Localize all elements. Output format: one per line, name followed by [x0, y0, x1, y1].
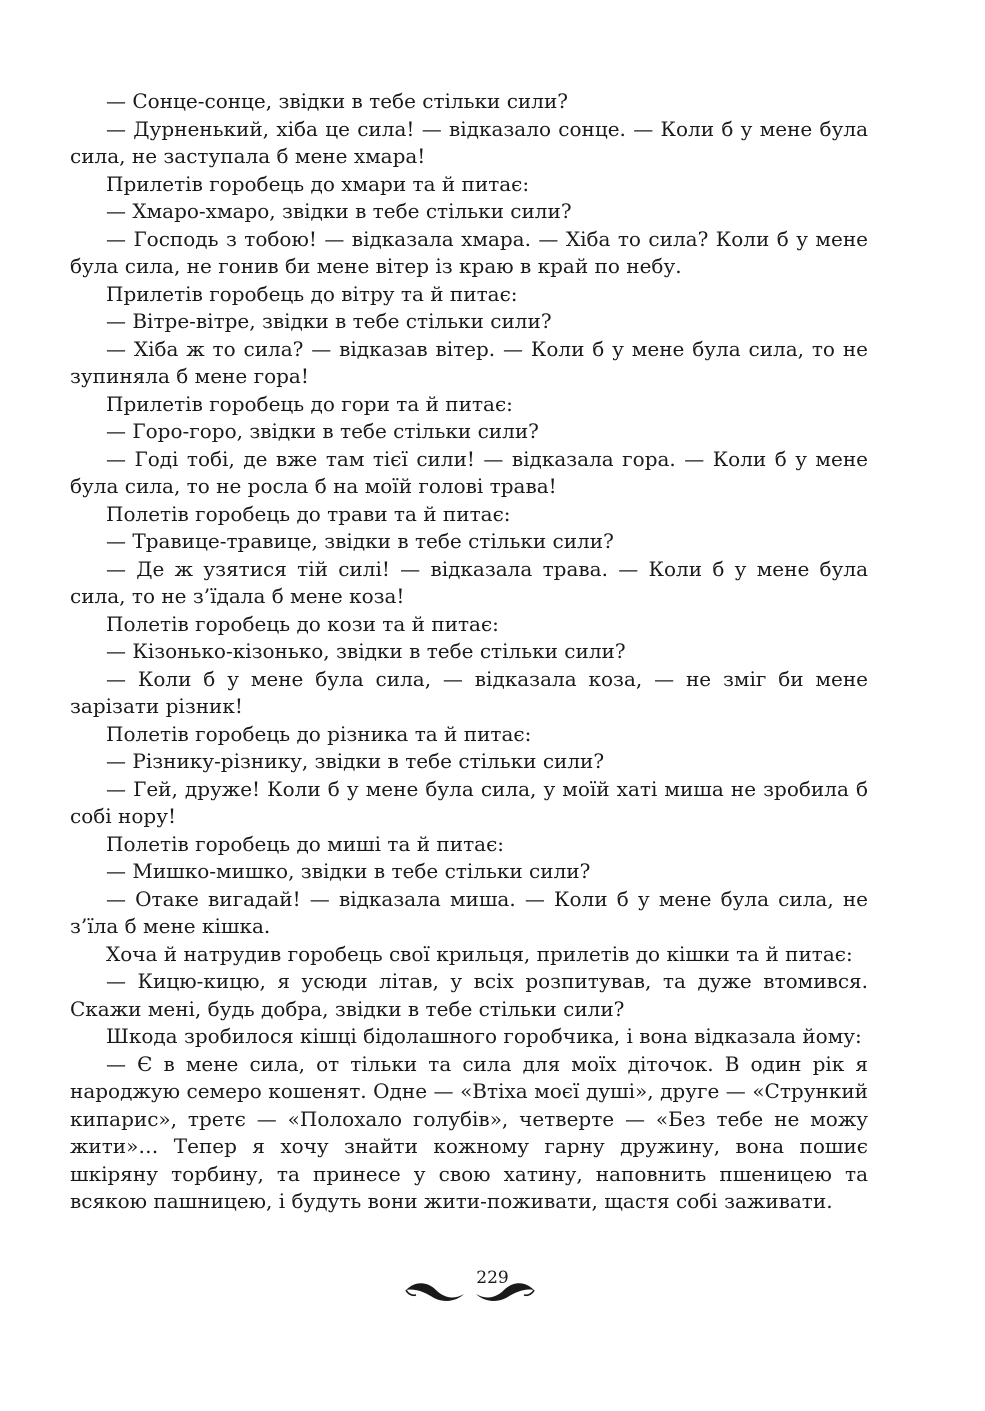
paragraph: Шкода зробилося кішці бідолашного горобчика, і вона відказала йому:: [106, 1024, 862, 1048]
paragraph: — Різнику-різнику, звідки в тебе стільки сили?: [106, 749, 605, 773]
paragraph: — Хіба ж то сила? — відказав вітер. — Коли б у мене була сила, то не зупиняла б мене гора!: [70, 336, 868, 388]
paragraph: — Мишко-мишко, звідки в тебе стільки сили?: [106, 859, 591, 883]
paragraph: Полетів горобець до різника та й питає:: [106, 721, 532, 746]
paragraph: — Гей, друже! Коли б у мене була сила, у моїй хаті миша не зробила б собі нору!: [70, 776, 868, 828]
paragraph: — Травице-травице, звідки в тебе стільки сили?: [106, 529, 614, 553]
paragraph: — Вітре-вітре, звідки в тебе стільки сили?: [106, 309, 552, 333]
paragraph: — Коли б у мене була сила, — відказала коза, — не зміг би мене зарізати різник!: [70, 666, 868, 718]
paragraph: Полетів горобець до кози та й питає:: [106, 611, 499, 636]
paragraph: Прилетів горобець до гори та й питає:: [106, 391, 513, 416]
paragraph: — Є в мене сила, от тільки та сила для моїх діточок. В один рік я народжую семеро кошенят. Одне — «Втіха моєї душі», друге — «Стрункий кипарис», третє — «Полохало голубів», четверте — «Без тебе не можу жити»… Тепер я хочу знайти кожному гарну дружину, вона пошиє шкіряну торбину, та принесе у свою хатину, наповнить пшеницею та всякою пашницею, і будуть вони жити-поживати, щастя собі заживати.: [70, 1051, 868, 1213]
paragraph: — Отаке вигадай! — відказала миша. — Коли б у мене була сила, не з’їла б мене кішка.: [70, 886, 868, 938]
page-number: 229: [476, 1268, 509, 1288]
paragraph: Хоча й натрудив горобець свої крильця, прилетів до кішки та й питає:: [106, 941, 853, 966]
paragraph: — Дурненький, хіба це сила! — відказало сонце. — Коли б у мене була сила, не заступала б мене хмара!: [70, 116, 868, 168]
paragraph: — Господь з тобою! — відказала хмара. — Хіба то сила? Коли б у мене була сила, не гонив би мене вітер із краю в край по небу.: [70, 226, 868, 278]
paragraph: Прилетів горобець до хмари та й питає:: [106, 171, 530, 196]
paragraph: — Хмаро-хмаро, звідки в тебе стільки сили?: [106, 199, 572, 223]
paragraph: — Кізонько-кізонько, звідки в тебе стільки сили?: [106, 639, 626, 663]
paragraph: Полетів горобець до миші та й питає:: [106, 831, 505, 856]
paragraph: — Сонце-сонце, звідки в тебе стільки сили?: [106, 89, 569, 113]
page-footer: [0, 1262, 985, 1312]
paragraph: Полетів горобець до трави та й питає:: [106, 501, 511, 526]
paragraph: Прилетів горобець до вітру та й питає:: [106, 281, 518, 306]
paragraph: — Горо-горо, звідки в тебе стільки сили?: [106, 419, 539, 443]
page-body: [70, 88, 868, 1216]
paragraph: — Кицю-кицю, я усюди літав, у всіх розпитував, та дуже втомився. Скажи мені, будь добра, звідки в тебе стільки сили?: [70, 969, 868, 1021]
paragraph: — Годі тобі, де вже там тієї сили! — відказала гора. — Коли б у мене була сила, то не росла б на моїй голові трава!: [70, 446, 868, 498]
paragraph: — Де ж узятися тій силі! — відказала трава. — Коли б у мене була сила, то не з’їдала б мене коза!: [70, 556, 868, 608]
